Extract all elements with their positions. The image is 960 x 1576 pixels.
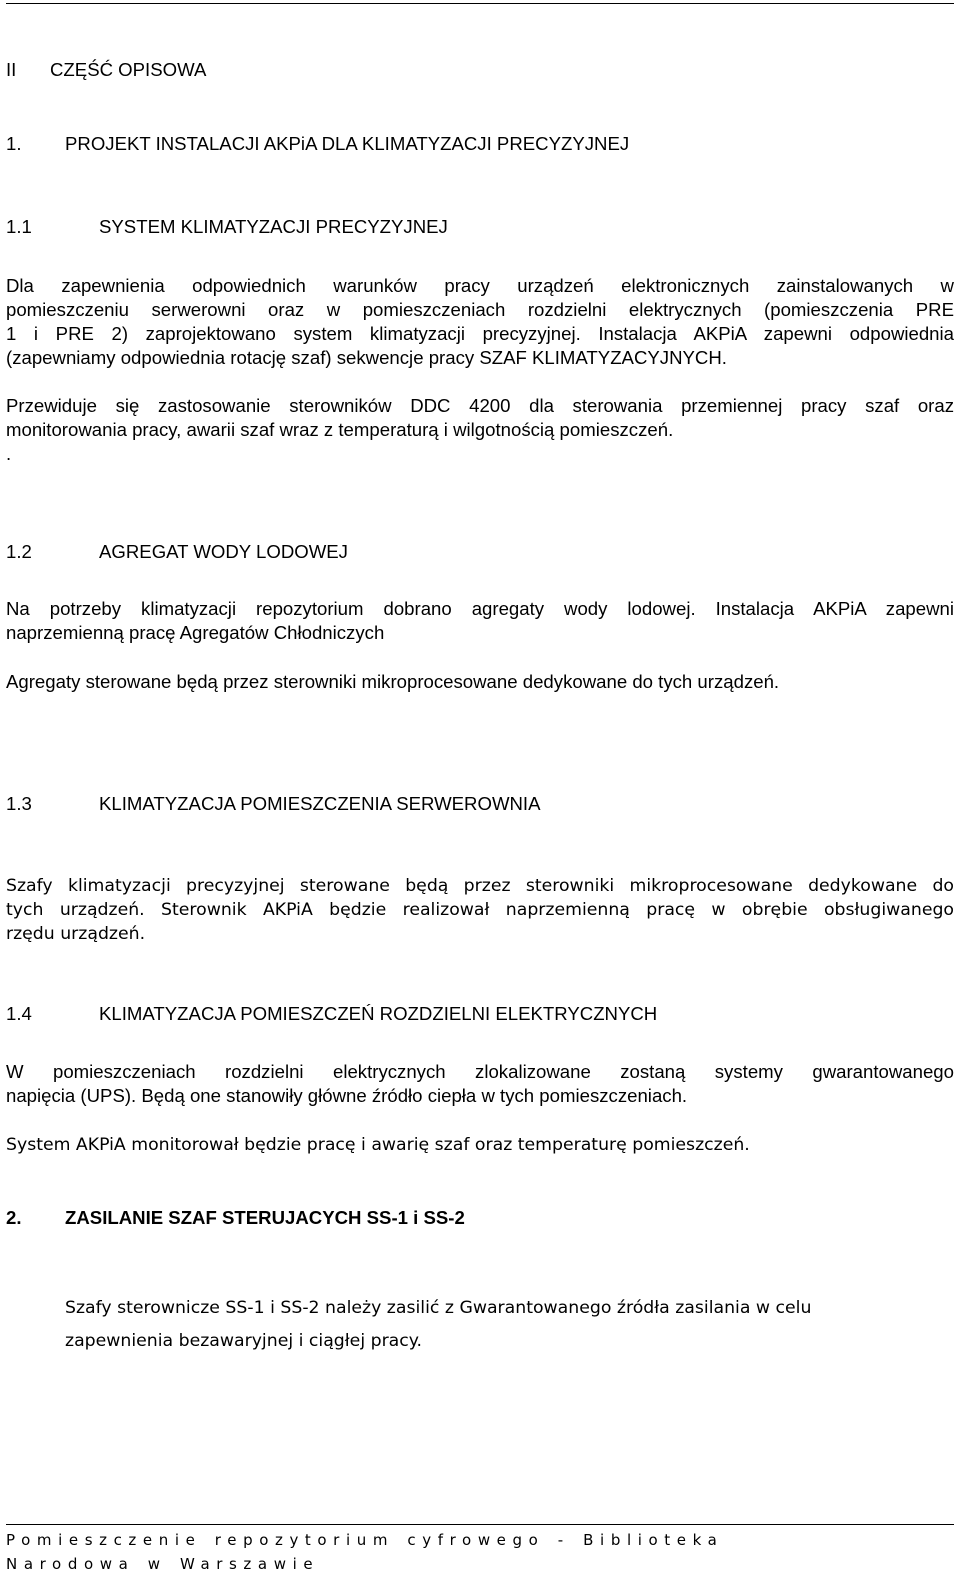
paragraph-line: pomieszczeniu serwerowni oraz w pomieszczeniach rozdzielni elektrycznych (pomieszczenia PRE: [6, 299, 954, 320]
subsection-1-1-heading: [6, 215, 954, 239]
chapter-number: II: [6, 59, 17, 80]
section-2-paragraph-1: [65, 1292, 954, 1358]
subsection-1-1-paragraph-2: [6, 394, 954, 466]
page-footer: Pomieszczenie repozytorium cyfrowego - Biblioteka Narodowa w Warszawie: [6, 1531, 724, 1573]
section-2-title: ZASILANIE SZAF STERUJACYCH SS-1 i SS-2: [65, 1207, 465, 1228]
paragraph-line: Dla zapewnienia odpowiednich warunków pracy urządzeń elektronicznych zainstalowanych w: [6, 275, 954, 296]
paragraph-line: tych urządzeń. Sterownik AKPiA będzie realizował naprzemienną pracę w obrębie obsługiwanego: [6, 900, 954, 920]
paragraph-line: monitorowania pracy, awarii szaf wraz z temperaturą i wilgotnością pomieszczeń.: [6, 419, 674, 440]
section-1-number: 1.: [6, 133, 22, 154]
subsection-1-4-paragraph-1: [6, 1060, 954, 1108]
paragraph-line: Na potrzeby klimatyzacji repozytorium dobrano agregaty wody lodowej. Instalacja AKPiA zapewni: [6, 598, 954, 619]
subsection-1-2-heading: [6, 540, 954, 564]
subsection-1-2-paragraph-2: Agregaty sterowane będą przez sterowniki mikroprocesowane dedykowane do tych urządzeń.: [6, 671, 780, 692]
top-rule: [6, 3, 954, 4]
paragraph-text: System AKPiA monitorował będzie pracę i awarię szaf oraz temperaturę pomieszczeń.: [6, 1135, 750, 1155]
subsection-1-4-title: KLIMATYZACJA POMIESZCZEŃ ROZDZIELNI ELEKTRYCZNYCH: [99, 1003, 658, 1024]
subsection-1-2-number: 1.2: [6, 541, 32, 562]
subsection-1-3-paragraph-1: [6, 874, 954, 946]
subsection-1-2-paragraph-1: [6, 597, 954, 645]
subsection-1-2-title: AGREGAT WODY LODOWEJ: [99, 541, 348, 562]
subsection-1-3-title: KLIMATYZACJA POMIESZCZENIA SERWEROWNIA: [99, 793, 541, 814]
chapter-title: CZĘŚĆ OPISOWA: [50, 59, 207, 80]
subsection-1-1-paragraph-1: [6, 274, 954, 370]
paragraph-line: naprzemienną pracę Agregatów Chłodniczych: [6, 622, 385, 643]
paragraph-line: .: [6, 443, 12, 464]
section-1-title: PROJEKT INSTALACJI AKPiA DLA KLIMATYZACJI PRECYZYJNEJ: [65, 133, 630, 154]
subsection-1-1-title: SYSTEM KLIMATYZACJI PRECYZYJNEJ: [99, 216, 448, 237]
paragraph-line: Szafy sterownicze SS-1 i SS-2 należy zasilić z Gwarantowanego źródła zasilania w celu: [65, 1298, 812, 1318]
section-1-heading: [6, 132, 954, 156]
paragraph-line: (zapewniamy odpowiednia rotację szaf) sekwencje pracy SZAF KLIMATYZACYJNYCH.: [6, 347, 727, 368]
paragraph-line: napięcia (UPS). Będą one stanowiły główne źródło ciepła w tych pomieszczeniach.: [6, 1085, 688, 1106]
subsection-1-4-paragraph-2: [6, 1132, 954, 1157]
paragraph-line: rzędu urządzeń.: [6, 924, 146, 944]
chapter-heading: [6, 58, 954, 82]
subsection-1-4-number: 1.4: [6, 1003, 32, 1024]
subsection-1-3-number: 1.3: [6, 793, 32, 814]
footer-rule: [6, 1524, 954, 1525]
section-2-heading: [6, 1206, 954, 1230]
subsection-1-1-number: 1.1: [6, 216, 32, 237]
paragraph-line: 1 i PRE 2) zaprojektowano system klimatyzacji precyzyjnej. Instalacja AKPiA zapewni odpowiednia: [6, 323, 954, 344]
section-2-number: 2.: [6, 1207, 22, 1228]
paragraph-line: Szafy klimatyzacji precyzyjnej sterowane będą przez sterowniki mikroprocesowane dedykowane do: [6, 876, 954, 896]
subsection-1-4-heading: [6, 1002, 954, 1026]
subsection-1-3-heading: [6, 792, 954, 816]
paragraph-line: Przewiduje się zastosowanie sterowników DDC 4200 dla sterowania przemiennej pracy szaf oraz: [6, 395, 954, 416]
paragraph-line: W pomieszczeniach rozdzielni elektrycznych zlokalizowane zostaną systemy gwarantowanego: [6, 1061, 954, 1082]
paragraph-line: zapewnienia bezawaryjnej i ciągłej pracy.: [65, 1331, 423, 1351]
